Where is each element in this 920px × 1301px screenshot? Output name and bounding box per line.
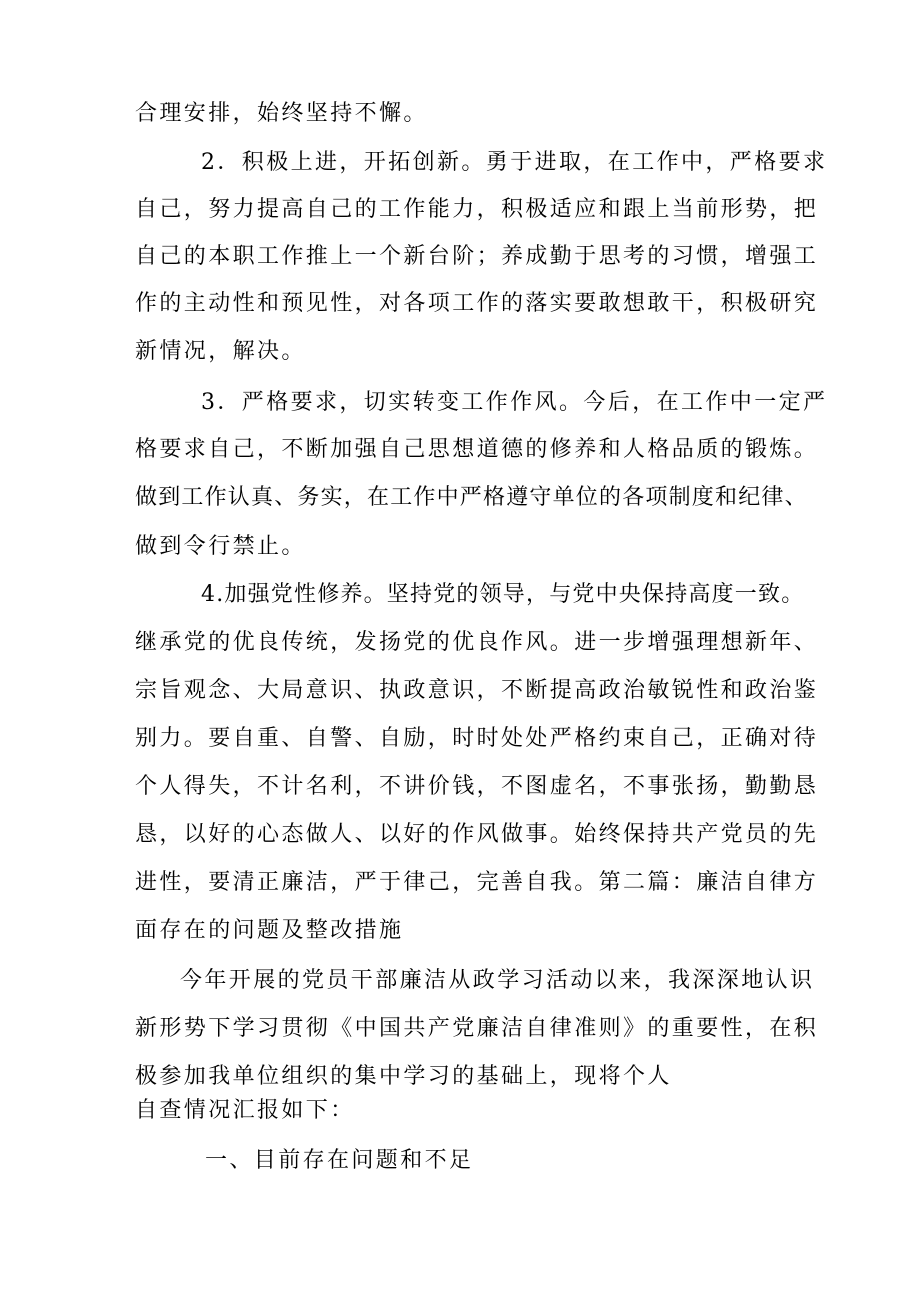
text-line: 2．积极上进，开拓创新。勇于进取，在工作中，严格要求: [201, 150, 828, 175]
text-line: 3．严格要求，切实转变工作作风。今后，在工作中一定严: [201, 390, 828, 415]
text-line: 恳，以好的心态做人、以好的作风做事。始终保持共产党员的先: [135, 822, 819, 847]
text-line: 合理安排，始终坚持不懈。: [135, 101, 428, 126]
text-line: 作的主动性和预见性，对各项工作的落实要敢想敢干，积极研究: [135, 291, 819, 316]
text-line: 宗旨观念、大局意识、执政意识，不断提高政治敏锐性和政治鉴: [135, 678, 819, 703]
text-line: 今年开展的党员干部廉洁从政学习活动以来，我深深地认识: [180, 968, 815, 993]
text-line: 4.加强党性修养。坚持党的领导，与党中央保持高度一致。: [201, 582, 805, 607]
text-line: 新情况，解决。: [135, 339, 306, 364]
text-line: 个人得失，不计名利，不讲价钱，不图虚名，不事张扬，勤勤恳: [135, 774, 819, 799]
text-line: 自己的本职工作推上一个新台阶；养成勤于思考的习惯，增强工: [135, 244, 819, 269]
text-line: 格要求自己，不断加强自己思想道德的修养和人格品质的锻炼。: [135, 437, 819, 462]
text-line: 继承党的优良传统，发扬党的优良作风。进一步增强理想新年、: [135, 630, 819, 655]
text-line: 做到工作认真、务实，在工作中严格遵守单位的各项制度和纪律、: [135, 485, 808, 510]
text-line: 面存在的问题及整改措施: [135, 918, 404, 943]
text-line: 进性，要清正廉洁，严于律己，完善自我。第二篇：廉洁自律方: [135, 870, 819, 895]
text-line: 自己，努力提高自己的工作能力，积极适应和跟上当前形势，把: [135, 197, 819, 222]
text-line: 自查情况汇报如下：: [135, 1098, 355, 1123]
text-line: 别力。要自重、自警、自励，时时处处严格约束自己，正确对待: [135, 726, 819, 751]
text-line: 极参加我单位组织的集中学习的基础上，现将个人: [135, 1064, 672, 1089]
section-heading: 一、目前存在问题和不足: [205, 1148, 474, 1173]
text-line: 新形势下学习贯彻《中国共产党廉洁自律准则》的重要性，在积: [135, 1016, 819, 1041]
text-line: 做到令行禁止。: [135, 534, 306, 559]
